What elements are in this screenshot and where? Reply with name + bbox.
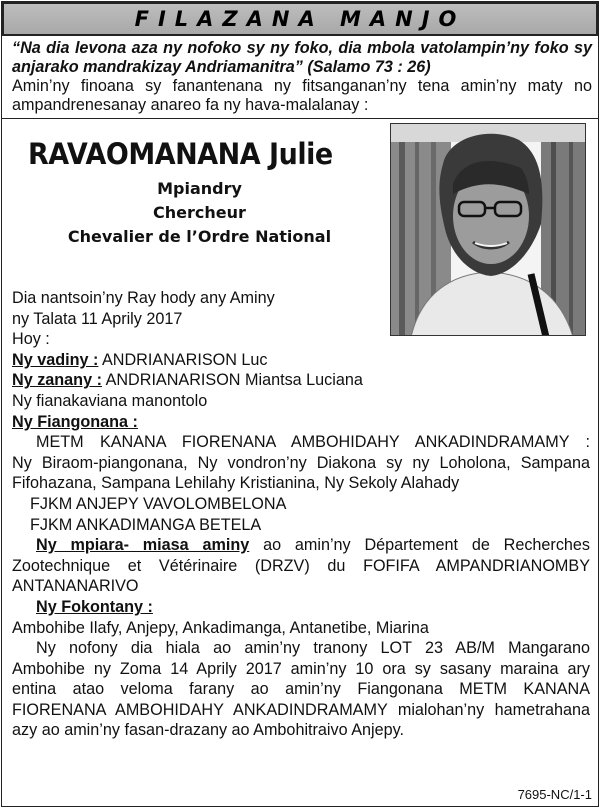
neighborhood-list: Ambohibe Ilafy, Anjepy, Ankadimanga, Antanetibe, Miarina [12,618,429,637]
reference-code: 7695-NC/1-1 [517,787,592,802]
funeral-line: FIORENANA AMBOHIDAHY ANKADINDRAMAMY mialohan’ny hametrahana [12,700,590,719]
spouse-line [12,350,590,371]
notice-title: FILAZANA MANJO [134,7,466,31]
children-label: Ny zanany : [12,371,102,390]
notice-body [12,288,590,741]
neighborhood-label-line [12,597,590,618]
deceased-name: RAVAOMANANA Julie [28,137,333,171]
church-label: Ny Fiangonana : [12,412,138,431]
funeral-line: azy ao amin’ny fasan-drazany ao Ambohitraivo Anjepy. [12,721,405,740]
colleagues-line: ANTANANARIVO [12,577,139,596]
spouse-name: ANDRIANARISON Luc [98,350,268,369]
death-date: ny Talata 11 Aprily 2017 [12,309,183,328]
funeral-line: entina atao veloma farany ao amin’ny Fiangonana METM KANANA [12,680,590,699]
colleagues-label: Ny mpiara- miasa aminy [36,536,250,555]
death-line: Dia nantsoin’ny Ray hody any Aminy [12,289,275,307]
title-line: Chercheur [153,203,246,222]
church-line: FJKM ANKADIMANGA BETELA [30,515,262,534]
relatives-line: Ny fianakaviana manontolo [12,391,208,410]
church-label-line [12,412,590,433]
intro-text: Amin’ny finoana sy fanantenana ny fitsanganan’ny tena amin’ny maty no ampandrenesanay anareo fa ny hava-malalanay : [12,77,592,114]
spouse-label: Ny vadiny : [12,350,99,369]
children-name: ANDRIANARISON Miantsa Luciana [101,371,363,390]
church-line: Fifohazana, Sampana Lehilahy Kristianina, Ny Sekoly Alahady [12,474,460,493]
children-line [12,370,590,391]
colleagues-line [12,535,590,556]
header-banner [2,2,598,36]
church-line: METM KANANA FIORENANA AMBOHIDAHY ANKADINDRAMAMY : [36,433,590,452]
obituary-notice [1,1,599,807]
title-line: Mpiandry [157,179,242,198]
church-line: Ny Biraom-piangonana, Ny vondron’ny Diakona sy ny Loholona, Sampana [12,453,590,472]
death-line: Hoy : [12,330,50,349]
title-line: Chevalier de l’Ordre National [67,227,332,246]
bible-quote: “Na dia levona aza ny nofoko sy ny foko, dia mbola vatolampin’ny foko sy anjarako mandrakizay Andriamanitra” (Salamo 73 : 26) [12,39,592,76]
deceased-titles [22,177,377,249]
funeral-line: Ny nofony dia hiala ao amin’ny tranony LOT 23 AB/M Mangarano [36,639,590,658]
neighborhood-label: Ny Fokontany : [36,597,153,616]
colleagues-text: ao amin’ny Département de Recherches [249,536,591,555]
funeral-line: Ambohibe ny Zoma 14 Aprily 2017 amin’ny 10 ora sy sasany maraina ary [12,659,590,678]
colleagues-line: Zootechnique et Vétérinaire (DRZV) du FOFIFA AMPANDRIANOMBY [12,556,590,575]
church-line: FJKM ANJEPY VAVOLOMBELONA [30,494,287,513]
